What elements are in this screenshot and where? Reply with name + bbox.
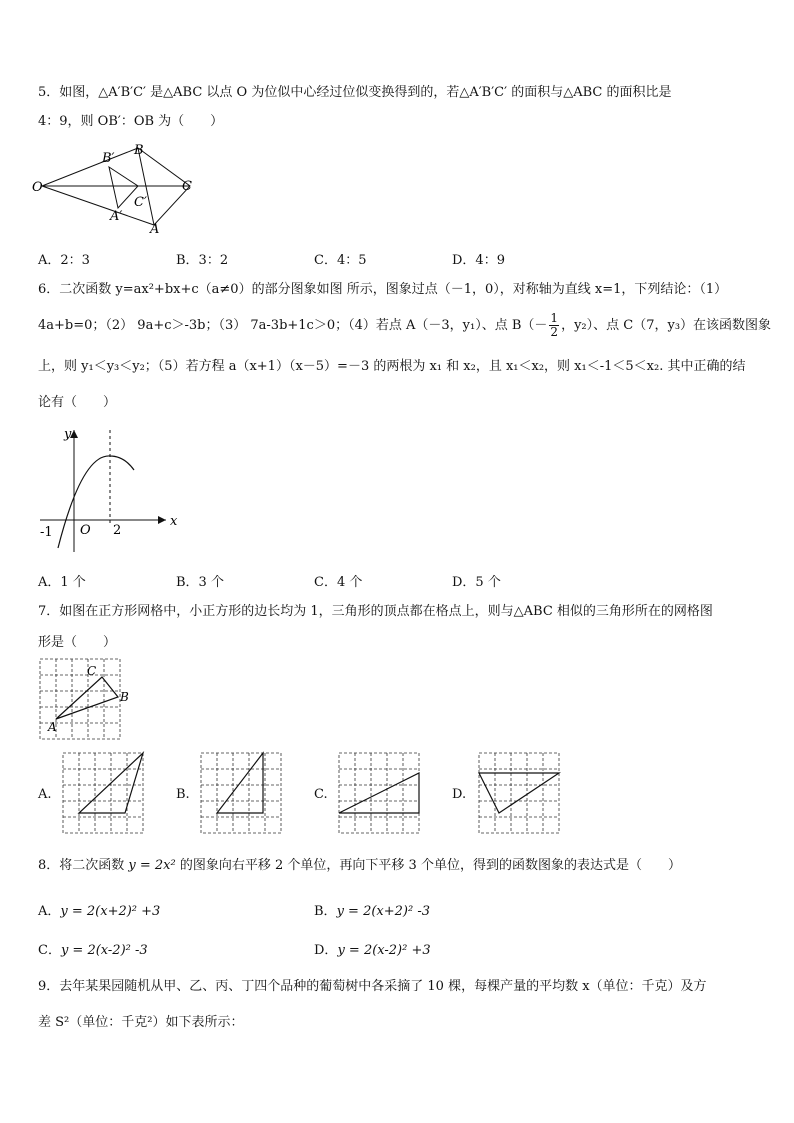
- q7-option-a-grid[interactable]: [62, 752, 144, 834]
- q6-stem-line4: 论有（ ）: [38, 395, 117, 410]
- q8-option-b-label: B．: [314, 904, 337, 919]
- q6-label-origin: O: [80, 523, 91, 538]
- q6-label-y: y: [64, 427, 72, 442]
- q8-option-d-label: D．: [314, 943, 338, 958]
- q6-label-2: 2: [113, 523, 122, 538]
- q8-option-a-expr: y = 2(x+2)² +3: [60, 904, 161, 919]
- q8-option-c-label: C．: [38, 943, 61, 958]
- q5-label-A: A: [150, 222, 160, 237]
- q7-abc-grid-figure: [38, 657, 138, 739]
- q5-option-c[interactable]: C．4：5: [314, 253, 367, 268]
- q5-label-O: O: [32, 180, 43, 195]
- q6-stem-line2: [38, 312, 771, 339]
- q7-option-c-grid[interactable]: [338, 752, 420, 834]
- q6-stem-line2-b: ，y₂）、点 C（7，y₃）在该函数图象: [561, 318, 772, 333]
- q5-label-B: B: [134, 143, 144, 158]
- q6-stem-line1: 6．二次函数 y=ax²+bx+c（a≠0）的部分图象如图 所示，图象过点（－1，0），对称轴为直线 x=1，下列结论：（1）: [38, 282, 728, 297]
- q5-label-A-prime: A′: [110, 209, 123, 224]
- q6-label-x: x: [170, 514, 178, 529]
- q7-option-b-label[interactable]: B.: [176, 787, 190, 802]
- q6-option-d[interactable]: D．5 个: [452, 575, 501, 590]
- q5-option-d[interactable]: D．4：9: [452, 253, 505, 268]
- q8-stem-expr: y = 2x²: [128, 858, 176, 873]
- q7-option-d-grid[interactable]: [478, 752, 560, 834]
- q5-stem-line1: 5．如图，△A′B′C′ 是△ABC 以点 O 为位似中心经过位似变换得到的，若△A′B′C′ 的面积与△ABC 的面积比是: [38, 85, 672, 100]
- q7-stem-line1: 7．如图在正方形网格中，小正方形的边长均为 1，三角形的顶点都在格点上，则与△ABC 相似的三角形所在的网格图: [38, 604, 713, 619]
- q7-option-c-label[interactable]: C.: [314, 787, 328, 802]
- q8-stem-pre: 8．将二次函数: [38, 858, 129, 873]
- q6-frac-numerator: 1: [550, 311, 559, 325]
- q5-stem-line2: 4：9，则 OB′：OB 为（ ）: [38, 114, 224, 129]
- q7-option-d-label[interactable]: D.: [452, 787, 467, 802]
- q6-stem-line3: 上，则 y₁＜y₃＜y₂；（5）若方程 a（x+1）（x－5）=－3 的两根为 x₁ 和 x₂，且 x₁＜x₂，则 x₁＜-1＜5＜x₂. 其中正确的结: [38, 359, 746, 374]
- q8-option-a-label: A．: [38, 904, 61, 919]
- q5-label-B-prime: B′: [102, 151, 115, 166]
- q6-fraction-half: [549, 312, 559, 339]
- q7-label-A: A: [48, 720, 57, 734]
- q5-label-C-prime: C′: [134, 195, 147, 210]
- q7-option-b-grid[interactable]: [200, 752, 282, 834]
- q5-label-C: C: [182, 179, 192, 194]
- q6-parabola-graph: [36, 424, 186, 554]
- q6-stem-line2-a: 4a+b=0；（2） 9a+c＞-3b；（3） 7a-3b+1c＞0；（4）若点 A（－3，y₁）、点 B（－: [38, 318, 548, 333]
- q8-option-b-expr: y = 2(x+2)² -3: [336, 904, 430, 919]
- q6-option-b[interactable]: B．3 个: [176, 575, 224, 590]
- q8-option-d[interactable]: [314, 939, 431, 958]
- q8-option-d-expr: y = 2(x-2)² +3: [337, 943, 431, 958]
- q5-option-b[interactable]: B．3：2: [176, 253, 229, 268]
- q6-label-neg1: -1: [40, 525, 53, 540]
- q8-option-c-expr: y = 2(x-2)² -3: [60, 943, 148, 958]
- q8-stem-post: 的图象向右平移 2 个单位，再向下平移 3 个单位，得到的函数图象的表达式是（ ）: [175, 858, 681, 873]
- q7-label-C: C: [87, 664, 97, 678]
- q6-option-a[interactable]: A．1 个: [38, 575, 86, 590]
- q7-stem-line2: 形是（ ）: [38, 635, 117, 650]
- q5-homothety-figure: [30, 140, 200, 235]
- q9-stem-line1: 9．去年某果园随机从甲、乙、丙、丁四个品种的葡萄树中各采摘了 10 棵，每棵产量的平均数 x（单位：千克）及方: [38, 979, 707, 994]
- q8-option-b[interactable]: [314, 900, 430, 919]
- q5-option-a[interactable]: A．2：3: [38, 253, 90, 268]
- q7-label-B: B: [120, 690, 129, 704]
- q7-option-a-label[interactable]: A.: [38, 787, 52, 802]
- q8-stem: [38, 857, 681, 875]
- q9-stem-line2: 差 S²（单位：千克²）如下表所示：: [38, 1015, 244, 1030]
- q8-option-c[interactable]: [38, 939, 148, 958]
- q6-option-c[interactable]: C．4 个: [314, 575, 363, 590]
- q6-frac-denominator: 2: [550, 325, 559, 339]
- q8-option-a[interactable]: [38, 900, 160, 919]
